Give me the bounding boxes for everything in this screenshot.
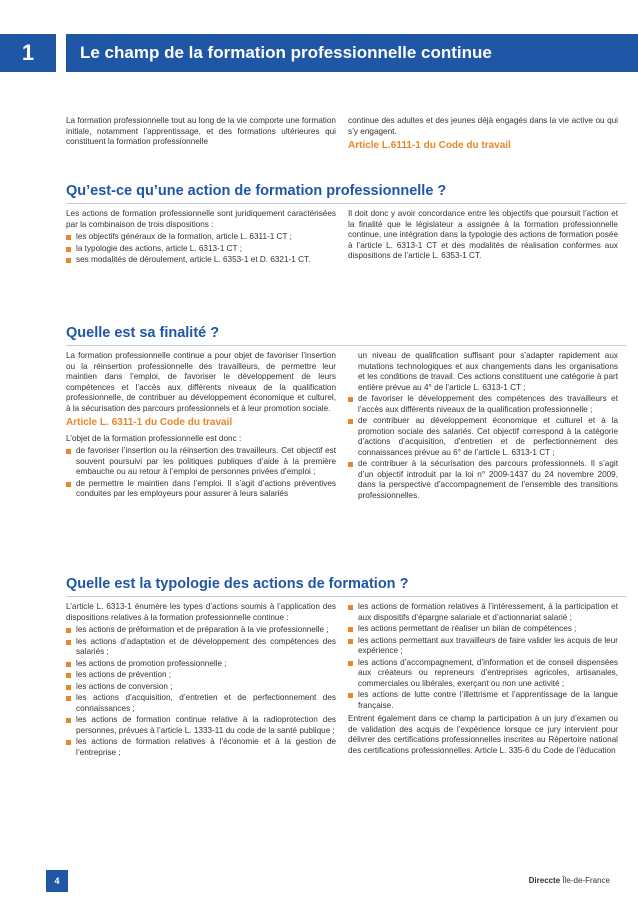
list-item: la typologie des actions, article L. 6313-1 CT ;	[66, 244, 336, 255]
section2-intro2: L’objet de la formation professionnelle est donc :	[66, 433, 242, 443]
intro-article: Article L.6111-1 du Code du travail	[348, 140, 511, 151]
list-item: ses modalités de déroulement, article L. 6353-1 et D. 6321-1 CT.	[66, 255, 336, 266]
section2-divider	[66, 345, 626, 346]
list-item: les actions permettant de réaliser un bilan de compétences ;	[348, 624, 618, 635]
list-item: de contribuer à la sécurisation des parcours professionnels. Il s’agit d’un objectif introduit par la loi n° 2009-1437 du 24 novembre 2009, dans la perspective d’accompagnement de l’ensemble des transitions professionnelles.	[348, 459, 618, 501]
list-item: les actions de formation relatives à l’intéressement, à la participation et aux dispositifs d’épargne salariale et d’actionnariat salarié ;	[348, 602, 618, 623]
section3-title: Quelle est la typologie des actions de formation ?	[66, 576, 409, 592]
section2-left-bullets	[66, 446, 336, 500]
section1-left	[66, 209, 336, 267]
section2-right	[348, 351, 618, 502]
section1-title: Qu’est-ce qu’une action de formation professionnelle ?	[66, 183, 447, 199]
list-item: de permettre le maintien dans l’emploi. Il s’agit d’actions préventives conduites par les employeurs pour assurer à leurs salariés	[66, 479, 336, 500]
brand-region: Île-de-France	[560, 876, 610, 885]
brand-name: Direccte	[528, 876, 561, 885]
list-item: les actions de prévention ;	[66, 670, 336, 681]
intro-left-text: La formation professionnelle tout au long de la vie comporte une formation initiale, notamment l’apprentissage, et des formations ultérieures qui constituent la formation professionnelle	[66, 116, 336, 146]
chapter-number: 1	[0, 34, 56, 72]
list-item: les actions de préformation et de préparation à la vie professionnelle ;	[66, 625, 336, 636]
list-item: les actions de lutte contre l’illettrisme et l’apprentissage de la langue française.	[348, 690, 618, 711]
list-item: les actions d’adaptation et de développement des compétences des salariés ;	[66, 637, 336, 658]
list-item: les actions de formation continue relative à la radioprotection des personnes, prévues à l’article L. 1333-11 du code de la santé publique ;	[66, 715, 336, 736]
section1-intro: Les actions de formation professionnelle sont juridiquement caractérisées par la combinaison de trois dispositions :	[66, 209, 336, 229]
list-item: de favoriser l’insertion ou la réinsertion des travailleurs. Cet objectif est souvent poursuivi par les politiques publiques d’aide à la première embauche ou au retour à l’emploi de personnes privées d’emploi ;	[66, 446, 336, 478]
section3-intro: L’article L. 6313-1 énumère les types d’actions soumis à l’application des dispositions relatives à la formation professionnelle continue :	[66, 602, 336, 622]
intro-right-text: continue des adultes et des jeunes déjà engagés dans la vie active ou qui s’y engagent.	[348, 116, 618, 136]
intro-right	[348, 116, 618, 157]
footer-brand	[529, 876, 610, 885]
list-item: de favoriser le développement des compétences des travailleurs et l’accès aux différents niveaux de la qualification professionnelle ;	[348, 394, 618, 415]
section1-right-text: Il doit donc y avoir concordance entre les objectifs que poursuit l’action et la finalité que le législateur a assignée à la formation professionnelle continue, une intégration dans la typologie des actions de formation posée à l’article L. 6313-1 CT et des modalités de réalisation conformes aux dispositions de l’article L. 6353-1 CT.	[348, 209, 618, 260]
section3-right	[348, 602, 618, 758]
list-item: les actions permettant aux travailleurs de faire valider les acquis de leur expérience ;	[348, 636, 618, 657]
section1-divider	[66, 203, 626, 204]
list-item: les actions de promotion professionnelle ;	[66, 659, 336, 670]
list-item: les actions de conversion ;	[66, 682, 336, 693]
intro-left	[66, 116, 336, 150]
section2-left	[66, 351, 336, 501]
section1-right	[348, 209, 618, 264]
list-item: les actions de formation relatives à l’économie et à la gestion de l’entreprise ;	[66, 737, 336, 758]
section3-left	[66, 602, 336, 759]
section1-bullets	[66, 232, 336, 266]
section2-right-bullets	[348, 351, 618, 501]
section2-intro: La formation professionnelle continue a pour objet de favoriser l’insertion ou la réinsertion professionnelle des travailleurs, de permettre leur maintien dans l’emploi, de favoriser le développement de leurs compétences et l’accès aux différents niveaux de la qualification professionnelle, de contribuer au développement économique et culturel, à la sécurisation des parcours professionnels et à leur promotion sociale.	[66, 351, 336, 413]
section2-title: Quelle est sa finalité ?	[66, 325, 220, 341]
section3-divider	[66, 596, 626, 597]
list-item: de contribuer au développement économique et culturel et à la promotion sociale des salariés. Cet objectif correspond à la catégorie d’actions d’acquisition, d’entretien et de perfectionnement des connaissances prévue au 6° de l’article L. 6313-1 CT ;	[348, 416, 618, 458]
list-item: les objectifs généraux de la formation, article L. 6311-1 CT ;	[66, 232, 336, 243]
page-number: 4	[46, 870, 68, 892]
chapter-title: Le champ de la formation professionnelle continue	[66, 34, 638, 72]
section3-right-para: Entrent également dans ce champ la participation à un jury d’examen ou de validation des acquis de l’expérience lorsque ce jury intervient pour délivrer des certifications professionnelles inscrites au Répertoire national des certifications professionnelles. Article L. 335-6 du Code de l’éducation	[348, 714, 618, 755]
list-item: les actions d’acquisition, d’entretien et de perfectionnement des connaissances ;	[66, 693, 336, 714]
list-item-continuation: un niveau de qualification suffisant pour s’adapter rapidement aux mutations technologiques et aux changements dans les organisations et les conditions de travail. Ces actions constituent une catégorie à part entière prévue au 4° de l’article L. 6313-1 CT ;	[358, 351, 618, 392]
list-item: les actions d’accompagnement, d’information et de conseil dispensées aux créateurs ou repreneurs d’entreprises agricoles, artisanales, commerciales ou libérales, exerçant ou non une activité ;	[348, 658, 618, 690]
section2-article: Article L. 6311-1 du Code du travail	[66, 417, 233, 428]
section3-right-bullets	[348, 602, 618, 711]
section3-left-bullets	[66, 625, 336, 758]
